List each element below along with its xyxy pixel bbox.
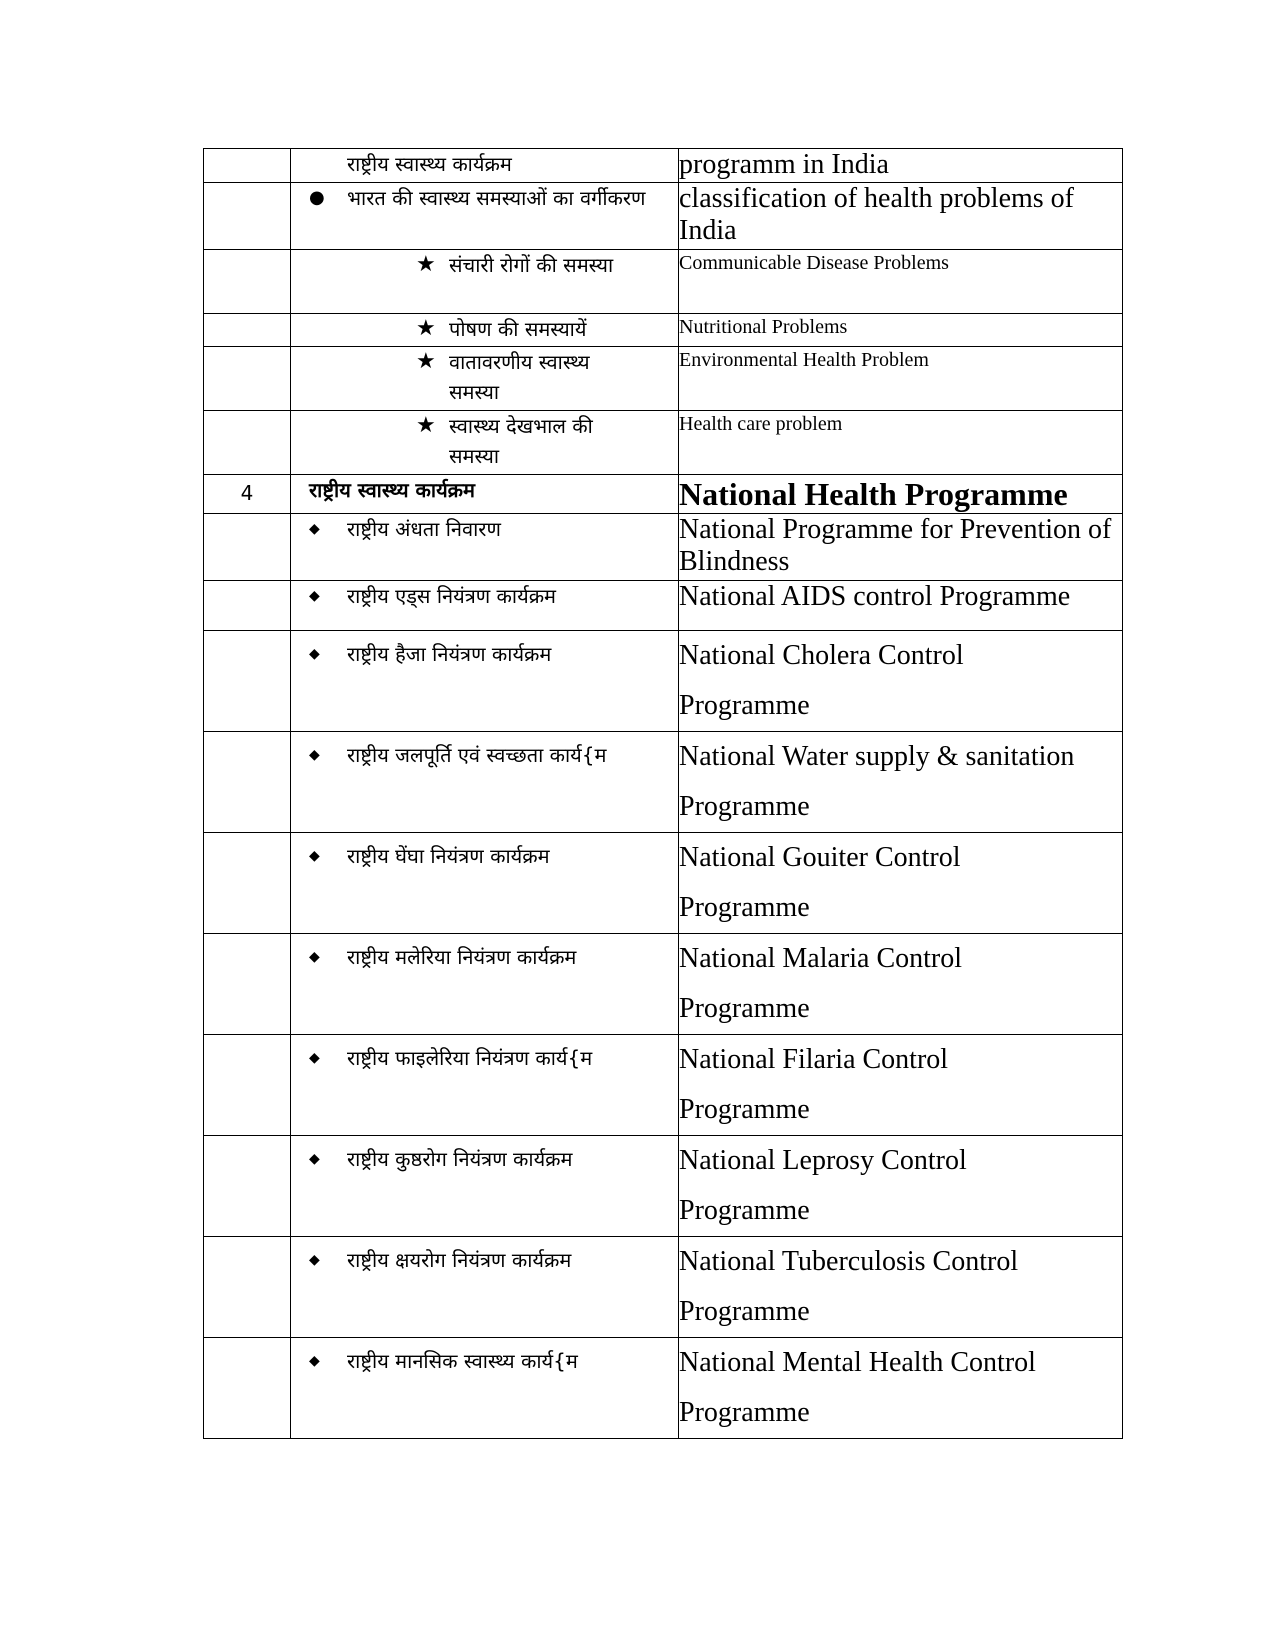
table-row bbox=[204, 250, 1123, 314]
bullet-diamond-icon: ◆ bbox=[309, 1252, 320, 1268]
row-number bbox=[204, 631, 291, 732]
hindi-cell bbox=[291, 833, 679, 934]
hindi-text: पोषण की समस्यायें bbox=[449, 317, 587, 341]
english-cell bbox=[679, 631, 1123, 732]
hindi-cell bbox=[291, 475, 679, 514]
english-cell: Nutritional Problems bbox=[679, 314, 1123, 347]
table-row bbox=[204, 1035, 1123, 1136]
english-cell: programm in India bbox=[679, 149, 1123, 183]
hindi-text: स्वास्थ्य देखभाल की समस्या bbox=[449, 414, 593, 468]
bullet-diamond-icon: ◆ bbox=[309, 1151, 320, 1167]
english-line-2: Programme bbox=[679, 1397, 810, 1428]
english-cell bbox=[679, 732, 1123, 833]
hindi-text: राष्ट्रीय क्षयरोग नियंत्रण कार्यक्रम bbox=[347, 1248, 572, 1272]
row-number bbox=[204, 347, 291, 411]
hindi-text: राष्ट्रीय एड्स नियंत्रण कार्यक्रम bbox=[347, 584, 557, 608]
bullet-diamond-icon: ◆ bbox=[309, 1353, 320, 1369]
bullet-dot-icon: ● bbox=[309, 187, 325, 208]
section-title-english: National Health Programme bbox=[679, 475, 1123, 514]
hindi-cell bbox=[291, 732, 679, 833]
bullet-diamond-icon: ◆ bbox=[309, 747, 320, 763]
bullet-diamond-icon: ◆ bbox=[309, 949, 320, 965]
hindi-cell bbox=[291, 314, 679, 347]
hindi-text: राष्ट्रीय घेंघा नियंत्रण कार्यक्रम bbox=[347, 844, 550, 868]
english-cell: National Programme for Prevention of Blindness bbox=[679, 514, 1123, 581]
english-line-1: National Malaria Control bbox=[679, 943, 963, 974]
hindi-cell bbox=[291, 411, 679, 475]
hindi-cell bbox=[291, 347, 679, 411]
hindi-text: राष्ट्रीय मानसिक स्वास्थ्य कार्य{म bbox=[347, 1349, 578, 1373]
bullet-diamond-icon: ◆ bbox=[309, 848, 320, 864]
bullet-star-icon: ★ bbox=[416, 252, 436, 277]
english-cell bbox=[679, 1237, 1123, 1338]
row-number bbox=[204, 1035, 291, 1136]
hindi-text: संचारी रोगों की समस्या bbox=[449, 253, 614, 277]
english-cell: Communicable Disease Problems bbox=[679, 250, 1123, 314]
table-row bbox=[204, 934, 1123, 1035]
table-row bbox=[204, 149, 1123, 183]
hindi-cell bbox=[291, 149, 679, 183]
bullet-star-icon: ★ bbox=[416, 316, 436, 341]
hindi-cell bbox=[291, 1338, 679, 1439]
row-number bbox=[204, 250, 291, 314]
table-row bbox=[204, 1338, 1123, 1439]
table-row bbox=[204, 1136, 1123, 1237]
english-cell: Health care problem bbox=[679, 411, 1123, 475]
english-line-2: Programme bbox=[679, 690, 810, 721]
table-row bbox=[204, 1237, 1123, 1338]
hindi-text: वातावरणीय स्वास्थ्य समस्या bbox=[449, 350, 590, 404]
health-programme-table bbox=[203, 148, 1123, 1439]
hindi-cell bbox=[291, 1237, 679, 1338]
hindi-text: राष्ट्रीय अंधता निवारण bbox=[347, 517, 501, 541]
hindi-cell bbox=[291, 581, 679, 631]
table-row bbox=[204, 833, 1123, 934]
hindi-cell bbox=[291, 1035, 679, 1136]
hindi-text: राष्ट्रीय मलेरिया नियंत्रण कार्यक्रम bbox=[347, 945, 577, 969]
english-cell bbox=[679, 1338, 1123, 1439]
bullet-star-icon: ★ bbox=[416, 349, 436, 374]
row-number bbox=[204, 1136, 291, 1237]
english-line-2: Programme bbox=[679, 1195, 810, 1226]
table-row bbox=[204, 514, 1123, 581]
english-cell: classification of health problems of India bbox=[679, 183, 1123, 250]
hindi-text: राष्ट्रीय जलपूर्ति एवं स्वच्छता कार्य{म bbox=[347, 743, 607, 767]
row-number bbox=[204, 833, 291, 934]
row-number bbox=[204, 514, 291, 581]
hindi-cell bbox=[291, 183, 679, 250]
hindi-text: राष्ट्रीय फाइलेरिया नियंत्रण कार्य{म bbox=[347, 1046, 593, 1070]
row-number bbox=[204, 581, 291, 631]
section-header-row bbox=[204, 475, 1123, 514]
table-row bbox=[204, 631, 1123, 732]
section-title-hindi: राष्ट्रीय स्वास्थ्य कार्यक्रम bbox=[309, 478, 475, 502]
hindi-cell bbox=[291, 631, 679, 732]
table-row bbox=[204, 347, 1123, 411]
english-line-2: Programme bbox=[679, 1296, 810, 1327]
table-row bbox=[204, 183, 1123, 250]
english-cell bbox=[679, 934, 1123, 1035]
section-number: 4 bbox=[204, 475, 291, 514]
table-row bbox=[204, 411, 1123, 475]
hindi-text: राष्ट्रीय कुष्ठरोग नियंत्रण कार्यक्रम bbox=[347, 1147, 573, 1171]
hindi-cell bbox=[291, 250, 679, 314]
english-line-1: National Cholera Control bbox=[679, 640, 964, 671]
english-line-2: Programme bbox=[679, 892, 810, 923]
english-line-1: National Filaria Control bbox=[679, 1044, 949, 1075]
english-line-2: Programme bbox=[679, 1094, 810, 1125]
hindi-text: भारत की स्वास्थ्य समस्याओं का वर्गीकरण bbox=[347, 186, 646, 210]
row-number bbox=[204, 1338, 291, 1439]
english-line-1: National Water supply & sanitation bbox=[679, 741, 1075, 772]
row-number bbox=[204, 149, 291, 183]
bullet-diamond-icon: ◆ bbox=[309, 588, 320, 604]
bullet-diamond-icon: ◆ bbox=[309, 521, 320, 537]
english-cell bbox=[679, 1035, 1123, 1136]
bullet-diamond-icon: ◆ bbox=[309, 646, 320, 662]
row-number bbox=[204, 934, 291, 1035]
row-number bbox=[204, 411, 291, 475]
row-number bbox=[204, 183, 291, 250]
table-row bbox=[204, 314, 1123, 347]
english-cell bbox=[679, 1136, 1123, 1237]
english-line-2: Programme bbox=[679, 993, 810, 1024]
bullet-diamond-icon: ◆ bbox=[309, 1050, 320, 1066]
hindi-text: राष्ट्रीय स्वास्थ्य कार्यक्रम bbox=[347, 152, 512, 176]
hindi-text: राष्ट्रीय हैजा नियंत्रण कार्यक्रम bbox=[347, 642, 552, 666]
row-number bbox=[204, 732, 291, 833]
hindi-cell bbox=[291, 1136, 679, 1237]
english-cell: Environmental Health Problem bbox=[679, 347, 1123, 411]
row-number bbox=[204, 314, 291, 347]
hindi-cell bbox=[291, 514, 679, 581]
table-row bbox=[204, 581, 1123, 631]
row-number bbox=[204, 1237, 291, 1338]
english-cell bbox=[679, 833, 1123, 934]
english-line-1: National Gouiter Control bbox=[679, 842, 961, 873]
english-line-1: National Tuberculosis Control bbox=[679, 1246, 1019, 1277]
table-row bbox=[204, 732, 1123, 833]
hindi-cell bbox=[291, 934, 679, 1035]
english-line-1: National Leprosy Control bbox=[679, 1145, 967, 1176]
english-cell: National AIDS control Programme bbox=[679, 581, 1123, 631]
english-line-1: National Mental Health Control bbox=[679, 1347, 1036, 1378]
english-line-2: Programme bbox=[679, 791, 810, 822]
bullet-star-icon: ★ bbox=[416, 413, 436, 438]
